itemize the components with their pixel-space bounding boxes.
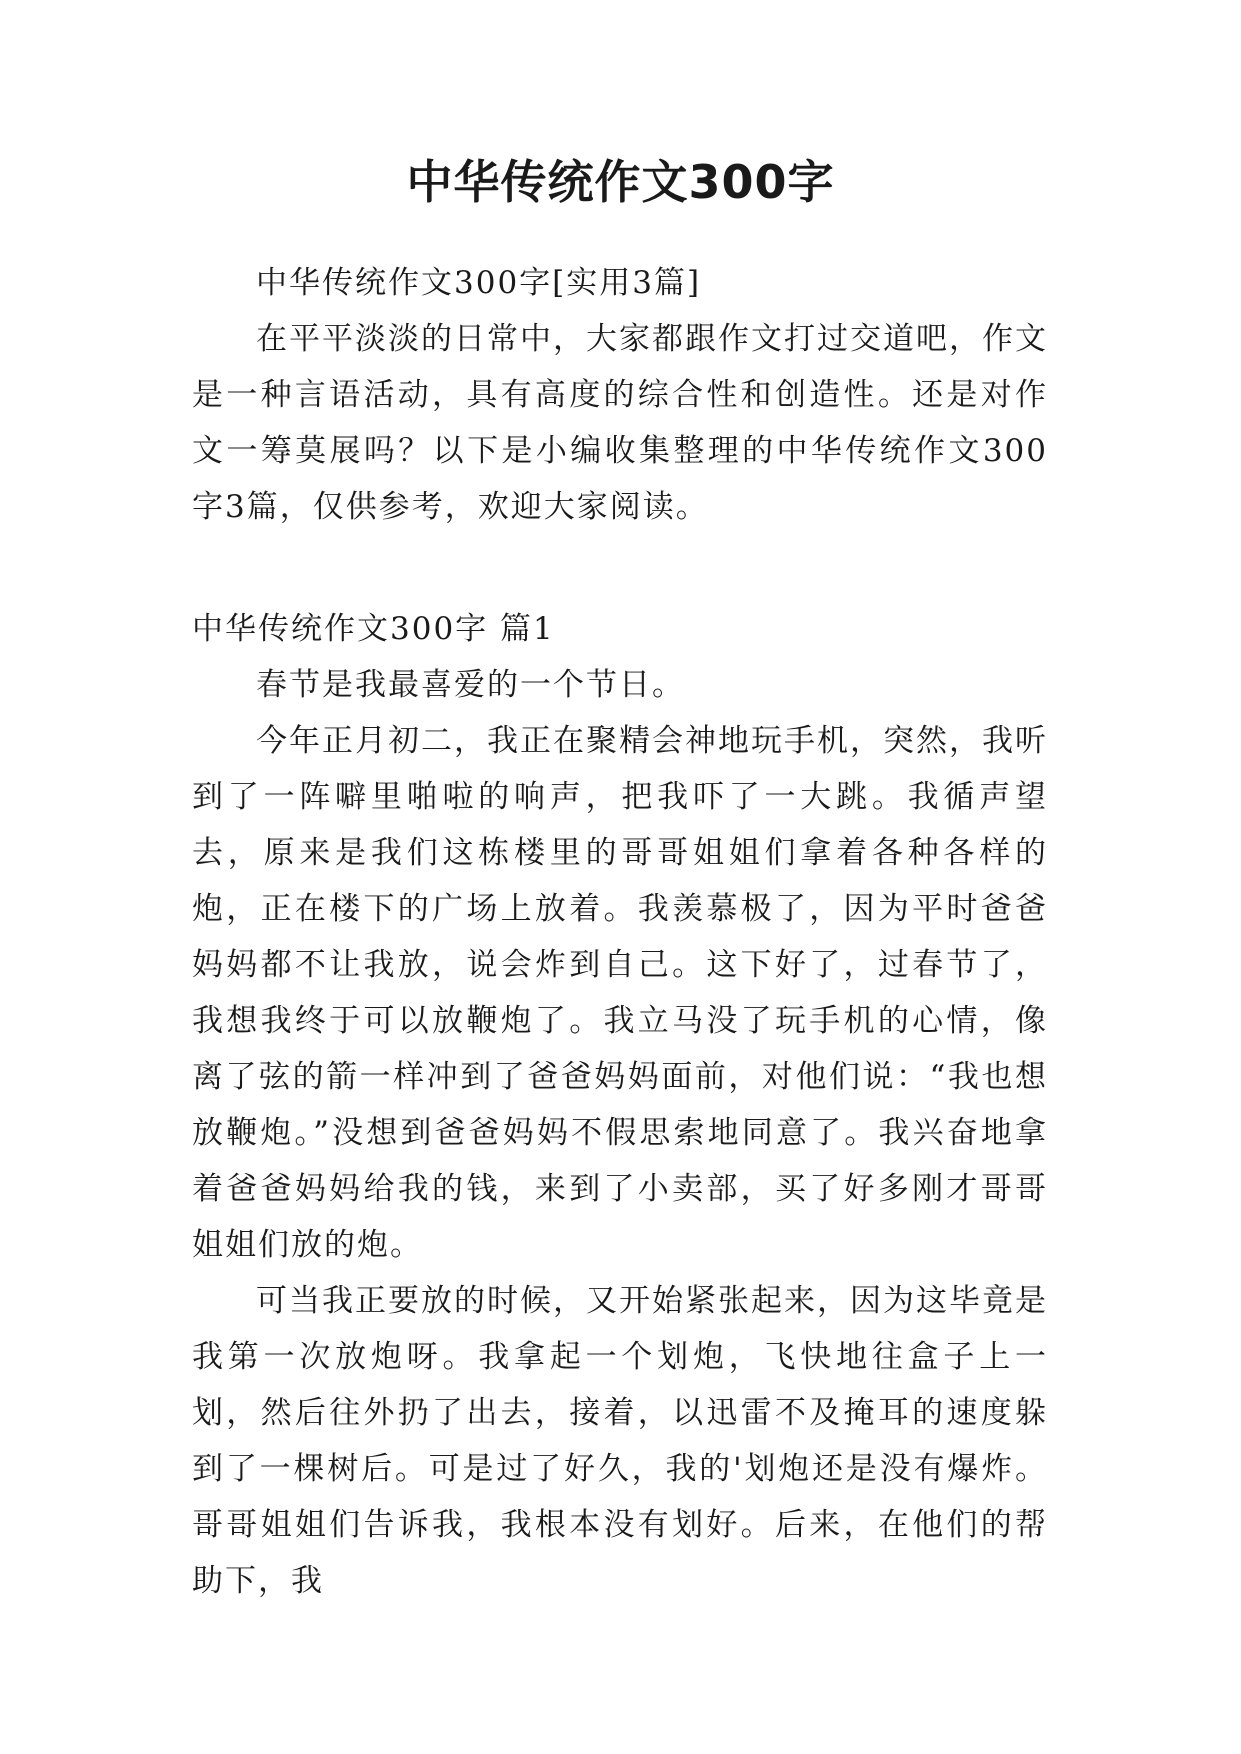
document-body (192, 255, 1048, 1609)
body-paragraph: 可当我正要放的时候，又开始紧张起来，因为这毕竟是我第一次放炮呀。我拿起一个划炮，飞快地往盒子上一划，然后往外扔了出去，接着，以迅雷不及掩耳的速度躲到了一棵树后。可是过了好久，我的'划炮还是没有爆炸。哥哥姐姐们告诉我，我根本没有划好。后来，在他们的帮助下，我 (192, 1283, 1048, 1599)
intro-paragraph: 在平平淡淡的日常中，大家都跟作文打过交道吧，作文是一种言语活动，具有高度的综合性和创造性。还是对作文一筹莫展吗？以下是小编收集整理的中华传统作文300字3篇，仅供参考，欢迎大家阅读。 (192, 321, 1048, 525)
page-title: 中华传统作文300字 (406, 155, 835, 209)
body-paragraph: 春节是我最喜爱的一个节日。 (256, 667, 685, 703)
body-paragraph: 今年正月初二，我正在聚精会神地玩手机，突然，我听到了一阵噼里啪啦的响声，把我吓了一大跳。我循声望去，原来是我们这栋楼里的哥哥姐姐们拿着各种各样的炮，正在楼下的广场上放着。我羡慕极了，因为平时爸爸妈妈都不让我放，说会炸到自己。这下好了，过春节了，我想我终于可以放鞭炮了。我立马没了玩手机的心情，像离了弦的箭一样冲到了爸爸妈妈面前，对他们说：“我也想放鞭炮。”没想到爸爸妈妈不假思索地同意了。我兴奋地拿着爸爸妈妈给我的钱，来到了小卖部，买了好多刚才哥哥姐姐们放的炮。 (192, 723, 1048, 1263)
section-heading: 中华传统作文300字 篇1 (192, 611, 555, 647)
subtitle-line: 中华传统作文300字[实用3篇] (256, 265, 702, 301)
